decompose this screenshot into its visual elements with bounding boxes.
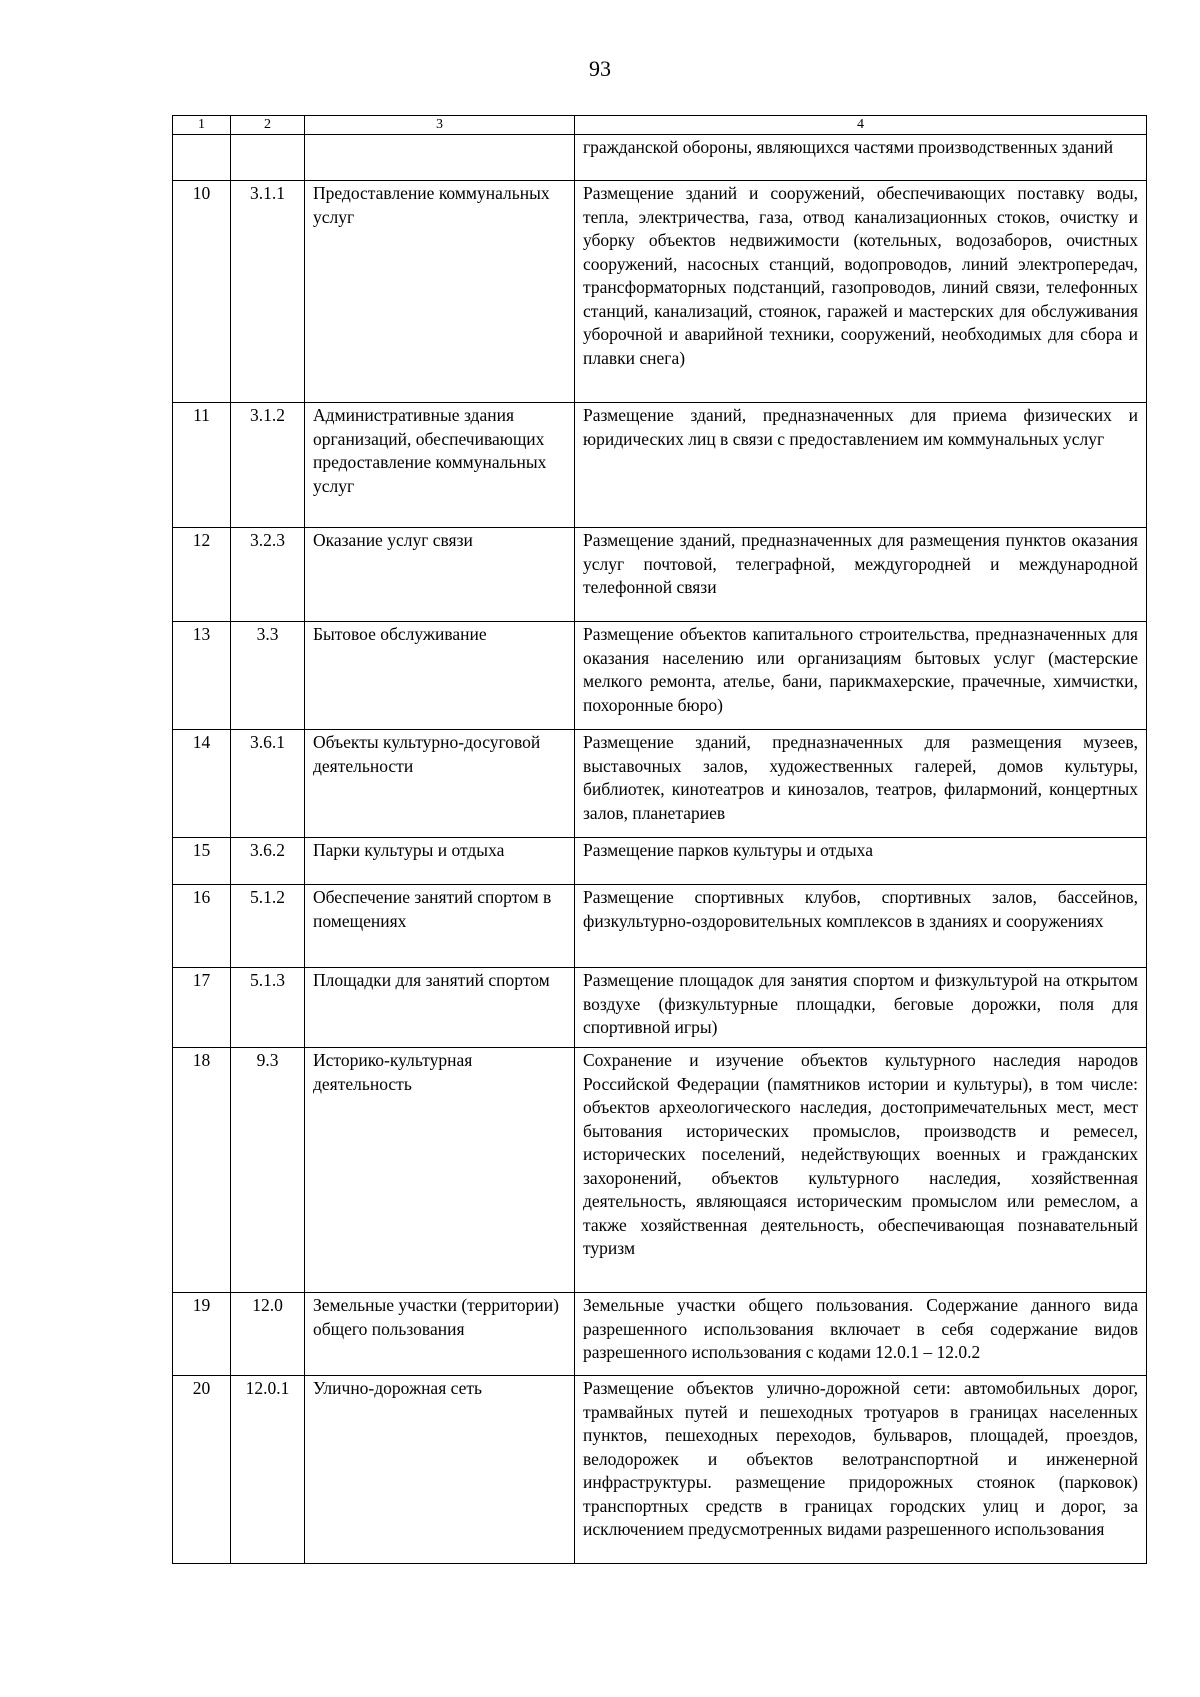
column-number: 4 (575, 116, 1147, 135)
row-number: 10 (173, 181, 231, 403)
land-use-name: Предоставление коммунальных услуг (305, 181, 575, 403)
row-number: 12 (173, 528, 231, 622)
table-row (173, 622, 1147, 730)
land-use-description: Сохранение и изучение объектов культурного наследия народов Российской Федерации (памятников истории и культуры), в том числе: объектов археологического наследия, достопримечательных мест, мест бытования исторических промыслов, производств и ремесел, исторических поселений, недействующих военных и гражданских захоронений, объектов культурного наследия, хозяйственная деятельность, являющаяся историческим промыслом или ремеслом, а также хозяйственная деятельность, обеспечивающая познавательный туризм (575, 1048, 1147, 1293)
land-use-code: 5.1.3 (231, 968, 305, 1048)
land-use-code: 5.1.2 (231, 885, 305, 968)
land-use-description: Размещение зданий, предназначенных для размещения музеев, выставочных залов, художественных галерей, домов культуры, библиотек, кинотеатров и кинозалов, театров, филармоний, концертных залов, планетариев (575, 730, 1147, 838)
page-number: 93 (589, 56, 611, 81)
land-use-description: Земельные участки общего пользования. Содержание данного вида разрешенного использования включает в себя содержание видов разрешенного использования с кодами 12.0.1 – 12.0.2 (575, 1293, 1147, 1376)
row-number: 18 (173, 1048, 231, 1293)
land-use-table (172, 115, 1147, 1564)
table-row (173, 838, 1147, 885)
table-row (173, 1376, 1147, 1564)
land-use-description: Размещение зданий, предназначенных для приема физических и юридических лиц в связи с предоставлением им коммунальных услуг (575, 403, 1147, 528)
land-use-name: Земельные участки (территории) общего пользования (305, 1293, 575, 1376)
table-body (173, 135, 1147, 1564)
table-row (173, 1293, 1147, 1376)
row-number (173, 135, 231, 181)
table-row (173, 1048, 1147, 1293)
row-number: 19 (173, 1293, 231, 1376)
land-use-description: Размещение зданий, предназначенных для размещения пунктов оказания услуг почтовой, телеграфной, междугородней и международной телефонной связи (575, 528, 1147, 622)
land-use-name: Объекты культурно-досуговой деятельности (305, 730, 575, 838)
row-number: 11 (173, 403, 231, 528)
column-number-row (173, 116, 1147, 135)
column-number: 1 (173, 116, 231, 135)
land-use-name: Бытовое обслуживание (305, 622, 575, 730)
table-row (173, 730, 1147, 838)
land-use-code: 3.1.2 (231, 403, 305, 528)
land-use-description: Размещение парков культуры и отдыха (575, 838, 1147, 885)
land-use-name: Историко-культурная деятельность (305, 1048, 575, 1293)
table-row (173, 403, 1147, 528)
row-number: 17 (173, 968, 231, 1048)
land-use-name: Парки культуры и отдыха (305, 838, 575, 885)
land-use-description: Размещение объектов улично-дорожной сети: автомобильных дорог, трамвайных путей и пешеходных тротуаров в границах населенных пунктов, пешеходных переходов, бульваров, площадей, проездов, велодорожек и объектов велотранспортной и инженерной инфраструктуры. размещение придорожных стоянок (парковок) транспортных средств в границах городских улиц и дорог, за исключением предусмотренных видами разрешенного использования (575, 1376, 1147, 1564)
land-use-description: Размещение объектов капитального строительства, предназначенных для оказания населению или организациям бытовых услуг (мастерские мелкого ремонта, ателье, бани, парикмахерские, прачечные, химчистки, похоронные бюро) (575, 622, 1147, 730)
table-row (173, 181, 1147, 403)
row-number: 20 (173, 1376, 231, 1564)
table-row (173, 885, 1147, 968)
land-use-code: 12.0.1 (231, 1376, 305, 1564)
table-row (173, 968, 1147, 1048)
land-use-name: Обеспечение занятий спортом в помещениях (305, 885, 575, 968)
column-number: 2 (231, 116, 305, 135)
row-number: 14 (173, 730, 231, 838)
land-use-code: 3.3 (231, 622, 305, 730)
land-use-code: 3.2.3 (231, 528, 305, 622)
land-use-name (305, 135, 575, 181)
land-use-code (231, 135, 305, 181)
land-use-code: 9.3 (231, 1048, 305, 1293)
land-use-code: 3.6.1 (231, 730, 305, 838)
land-use-description: Размещение зданий и сооружений, обеспечивающих поставку воды, тепла, электричества, газа, отвод канализационных стоков, очистку и уборку объектов недвижимости (котельных, водозаборов, очистных сооружений, насосных станций, водопроводов, линий электропередач, трансформаторных подстанций, газопроводов, линий связи, телефонных станций, канализаций, стоянок, гаражей и мастерских для обслуживания уборочной и аварийной техники, сооружений, необходимых для сбора и плавки снега) (575, 181, 1147, 403)
land-use-description: Размещение площадок для занятия спортом и физкультурой на открытом воздухе (физкультурные площадки, беговые дорожки, поля для спортивной игры) (575, 968, 1147, 1048)
land-use-code: 12.0 (231, 1293, 305, 1376)
land-use-name: Административные здания организаций, обеспечивающих предоставление коммунальных услуг (305, 403, 575, 528)
row-number: 16 (173, 885, 231, 968)
land-use-name: Площадки для занятий спортом (305, 968, 575, 1048)
land-use-description: гражданской обороны, являющихся частями производственных зданий (575, 135, 1147, 181)
land-use-name: Оказание услуг связи (305, 528, 575, 622)
land-use-name: Улично-дорожная сеть (305, 1376, 575, 1564)
land-use-code: 3.6.2 (231, 838, 305, 885)
row-number: 13 (173, 622, 231, 730)
land-use-code: 3.1.1 (231, 181, 305, 403)
column-number: 3 (305, 116, 575, 135)
table-row (173, 528, 1147, 622)
table-row (173, 135, 1147, 181)
row-number: 15 (173, 838, 231, 885)
land-use-description: Размещение спортивных клубов, спортивных залов, бассейнов, физкультурно-оздоровительных комплексов в зданиях и сооружениях (575, 885, 1147, 968)
